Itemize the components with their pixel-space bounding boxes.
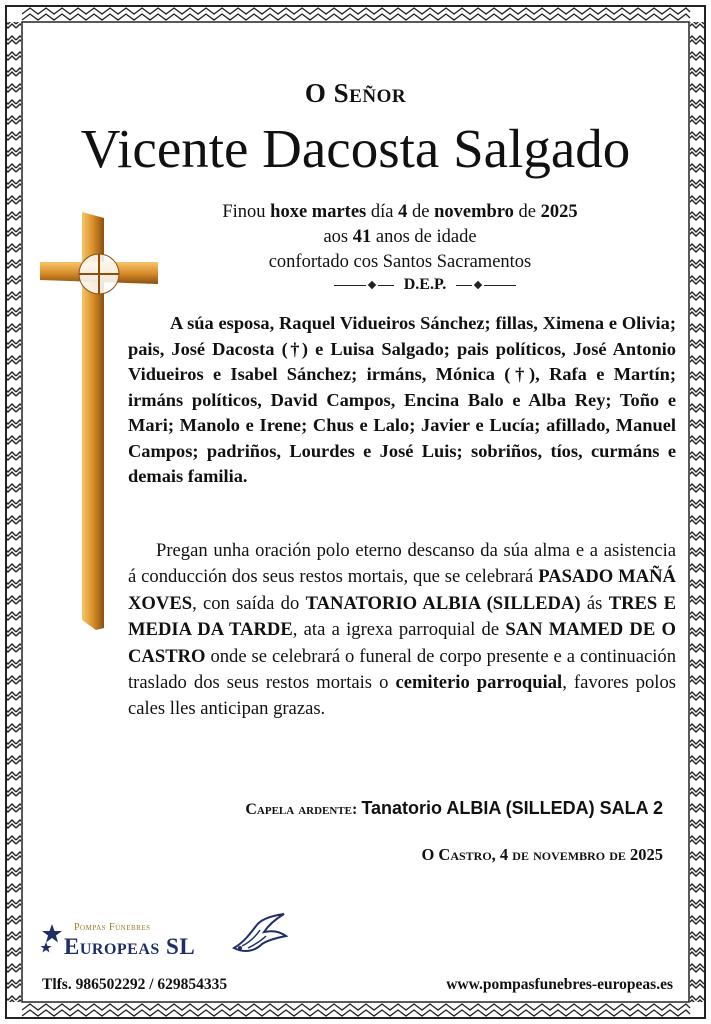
age-number: 41 xyxy=(352,227,372,247)
service-text-1: Pregan unha oración polo eterno descanso da súa alma e a asistencia á conducción dos seus restos mortais, que se celebrará xyxy=(128,540,676,588)
death-day-text: hoxe martes xyxy=(270,202,367,222)
ornament-divider-right xyxy=(456,282,516,288)
dep-text: D.E.P. xyxy=(403,276,447,293)
anos-text: anos de idade xyxy=(375,227,477,247)
company-name: Europeas SL xyxy=(64,934,196,959)
death-date-line xyxy=(160,200,640,225)
sacraments-line: confortado cos Santos Sacramentos xyxy=(268,252,532,272)
place-date: O Castro, 4 de novembro de 2025 xyxy=(421,845,663,864)
dia-text: día xyxy=(370,202,394,222)
deceased-name: Vicente Dacosta Salgado xyxy=(80,118,631,179)
de-text-2: de xyxy=(518,202,536,222)
service-text-2: , con saída do xyxy=(192,592,306,614)
service-time: TRES E MEDIA DA TARDE xyxy=(128,592,676,641)
family-block xyxy=(128,311,676,490)
company-tagline: Pompas Fúnebres xyxy=(74,922,151,933)
website-link[interactable]: www.pompasfunebres-europeas.es xyxy=(446,976,673,993)
aos-text: aos xyxy=(323,227,349,247)
death-day-number: 4 xyxy=(398,202,408,222)
age-line xyxy=(160,225,640,250)
service-day: PASADO MAÑÁ XOVES xyxy=(128,566,676,614)
heading-title: O Señor xyxy=(304,78,407,108)
capela-line xyxy=(245,798,663,819)
ornament-divider-left xyxy=(334,282,394,288)
de-text-1: de xyxy=(411,202,430,222)
service-text-5: onde se celebrará o funeral de corpo presente e a continuación traslado dos seus restos mortais o xyxy=(128,645,676,694)
finou-text: Finou xyxy=(222,202,266,222)
phone-numbers: Tlfs. 986502292 / 629854335 xyxy=(42,976,228,993)
capela-label: Capela ardente: xyxy=(245,801,358,818)
service-text-3: ás xyxy=(580,592,609,614)
family-text: A súa esposa, Raquel Vidueiros Sánchez; fillas, Ximena e Olivia; pais, José Dacosta (†) e Luisa Salgado; pais políticos, José Antonio Vidueiros e Isabel Sánchez; irmáns, Mónica (†), Rafa e Martín; irmáns políticos, David Campos, Encina Balo e Alba Rey; Toño e Mari; Manolo e Irene; Chus e Lalo; Javier e Lucía; afillado, Manuel Campos; padriños, Lourdes e José Luis; sobriños, tíos, curmáns e demais familia. xyxy=(128,313,676,486)
service-paragraph xyxy=(128,538,676,723)
dove-logo-icon xyxy=(230,912,288,958)
service-text-6: , favores polos cales lles anticipan grazas. xyxy=(128,672,676,720)
death-month: novembro xyxy=(434,202,514,222)
service-church: SAN MAMED DE O CASTRO xyxy=(128,619,676,667)
dep-row xyxy=(300,275,550,295)
service-cemetery: cemiterio parroquial xyxy=(395,672,563,694)
service-origin: TANATORIO ALBIA (SILLEDA) xyxy=(305,592,581,614)
star-icon xyxy=(40,924,64,958)
death-year: 2025 xyxy=(540,202,578,222)
service-block xyxy=(128,538,676,723)
capela-venue: Tanatorio ALBIA (SILLEDA) SALA 2 xyxy=(361,798,663,818)
service-text-4: , ata a igrexa parroquial de xyxy=(292,619,506,641)
death-info xyxy=(160,200,640,275)
